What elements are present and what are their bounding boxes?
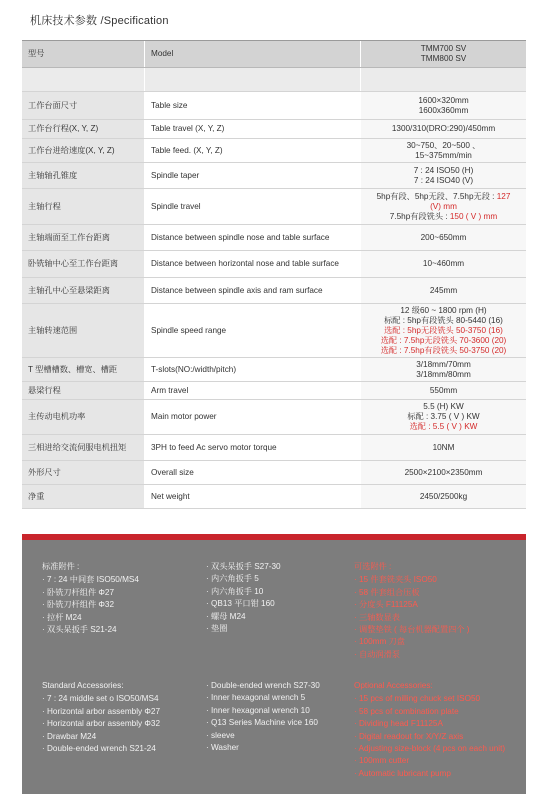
spacer-cell <box>145 68 360 91</box>
accessory-item: · 内六角扳手 10 <box>206 586 264 596</box>
spacer-cell <box>22 68 145 91</box>
spec-value-line <box>414 176 473 186</box>
accessory-item: · 拉杆 M24 <box>42 612 82 622</box>
spec-label-cn: 主轴转速范围 <box>22 304 145 357</box>
spec-value-line <box>381 346 507 356</box>
spec-value-line <box>407 412 479 422</box>
spec-value-line <box>405 468 483 478</box>
spec-value-text: 选配 : 5hp无段铣头 50-3750 (16) <box>384 325 503 335</box>
spec-value-line <box>400 306 486 316</box>
accessory-item: · 58 件套组合压板 <box>354 587 420 597</box>
spec-label-en: Table feed. (X, Y, Z) <box>151 145 223 155</box>
spec-value-text: 5hp有段、5hp无段、7.5hp无段 : <box>376 191 497 201</box>
spec-value-text: 10~460mm <box>422 259 465 268</box>
spec-row <box>22 485 526 509</box>
spec-value-line <box>433 443 455 453</box>
spec-header-row <box>22 41 526 68</box>
spec-value-line <box>414 166 474 176</box>
spec-value-text: 1600×320mm <box>418 95 469 105</box>
accessory-item: · Drawbar M24 <box>42 731 97 741</box>
spec-label-en: Arm travel <box>151 385 189 395</box>
spec-label-en: T-slots(NO:/width/pitch) <box>151 364 237 374</box>
spec-value-line <box>430 386 457 396</box>
accessory-item: · Horizontal arbor assembly Φ32 <box>42 719 161 729</box>
spec-value-text: 5.5 (H) KW <box>423 402 464 411</box>
spec-value-line <box>384 316 503 326</box>
spec-value <box>360 189 526 224</box>
spec-row <box>22 163 526 189</box>
spec-row <box>22 382 526 400</box>
spec-value-red-text: 127 <box>496 191 511 201</box>
spec-value-line <box>416 370 471 380</box>
spec-label-en: Main motor power <box>151 412 217 421</box>
spec-label-en: Distance between spindle nose and table surface <box>151 232 330 242</box>
standard-accessories-en <box>42 680 160 755</box>
spec-value <box>360 278 526 303</box>
spec-label-cn: 工作台进给速度(X, Y, Z) <box>22 139 145 162</box>
optional-en-list <box>354 693 505 780</box>
accessory-item: · Horizontal arbor assembly Φ27 <box>42 706 161 716</box>
optional-cn-list <box>354 574 470 661</box>
spec-label-en: Distance between spindle axis and ram surface <box>151 285 323 295</box>
spec-label-en: Distance between horizontal nose and table surface <box>151 259 339 268</box>
spec-value <box>360 435 526 460</box>
spec-row <box>22 435 526 461</box>
spec-label-cn: 悬梁行程 <box>22 382 145 399</box>
accessory-item: · 自动润滑泵 <box>354 649 400 659</box>
spec-value <box>360 225 526 250</box>
accessory-item: · 100mm 刀盘 <box>354 637 405 647</box>
spec-value-red-text: 150 ( V ) mm <box>449 211 498 221</box>
spacer-cell <box>360 68 526 91</box>
spec-value-text: 15~375mm/min <box>415 150 472 160</box>
spec-value <box>360 485 526 508</box>
standard-cn-list-2 <box>206 561 281 635</box>
spec-value-text: 标配 : 5hp有段铣头 80-5440 (16) <box>384 315 503 325</box>
spec-value-line <box>420 492 467 502</box>
standard-en-list <box>42 693 160 755</box>
spec-value <box>360 382 526 399</box>
spec-label-cn: 主轴孔中心至悬梁距离 <box>22 278 145 303</box>
accessory-item: · Double-ended wrench S27-30 <box>206 681 320 690</box>
optional-en-title: Optional Accessories: <box>354 681 433 690</box>
spec-value-text: 3/18mm/70mm <box>416 359 471 369</box>
spec-value-line <box>377 192 511 202</box>
accessory-item: · 100mm cutter <box>354 756 410 766</box>
spec-value-text: 选配 : 5.5 ( V ) KW <box>409 422 478 431</box>
spec-value-line <box>415 151 472 161</box>
spec-spacer-row <box>22 68 526 92</box>
standard-accessories-cn-2 <box>206 561 281 635</box>
spec-label-cn: 外形尺寸 <box>22 461 145 484</box>
spec-value-text: 选配 : 7.5hp无段铣头 70-3600 (20) <box>380 335 507 345</box>
header-en-label: Model <box>151 49 174 58</box>
spec-row <box>22 120 526 139</box>
spec-label-cn: 主轴轴孔锥度 <box>22 163 145 188</box>
spec-label-en: Table size <box>151 100 188 110</box>
spec-label-cn: 工作台行程(X, Y, Z) <box>22 120 145 138</box>
standard-cn-title: 标准附件 : <box>42 562 80 571</box>
accessory-item: · Q13 Series Machine vice 160 <box>206 718 318 728</box>
spec-value-text: 7.5hp有段铣头 : <box>389 211 450 221</box>
spec-row <box>22 304 526 358</box>
spec-value <box>360 120 526 138</box>
spec-value-text: 550mm <box>429 385 458 395</box>
spec-value <box>360 400 526 434</box>
accessory-item: · 7 : 24 中间套 ISO50/MS4 <box>42 575 139 585</box>
spec-label-cn: 净重 <box>22 485 145 508</box>
accessory-item: · Washer <box>206 743 239 753</box>
spec-value-line <box>410 422 478 432</box>
spec-value-text: 2500×2100×2350mm <box>404 467 483 477</box>
spec-value-line <box>384 326 503 336</box>
spec-value-line <box>390 212 497 222</box>
accessory-item: · 双头呆扳手 S27-30 <box>206 562 281 571</box>
spec-value-text: 200~650mm <box>420 232 467 242</box>
spec-label-en: Spindle taper <box>151 170 200 180</box>
spec-value-line <box>419 106 469 116</box>
standard-accessories-cn <box>42 561 139 636</box>
accessory-item: · 调整垫铁 ( 每台机器配置四个 ) <box>354 625 470 635</box>
spec-value-text: 7 : 24 ISO40 (V) <box>413 175 474 185</box>
optional-accessories-cn <box>354 561 470 661</box>
spec-label-en: Spindle speed range <box>151 325 227 335</box>
spec-value-line <box>418 96 468 106</box>
accessory-item: · Inner hexagonal wrench 5 <box>206 693 306 703</box>
spec-value <box>360 461 526 484</box>
spec-value-line <box>392 124 495 134</box>
optional-accessories-en <box>354 680 505 780</box>
spec-value <box>360 304 526 357</box>
header-model-values <box>360 41 526 67</box>
spec-value-text: (V) mm <box>430 201 457 211</box>
accessory-item: · 卧铣刀杆组件 Φ27 <box>42 587 115 597</box>
page-title: 机床技术参数 /Specification <box>30 15 169 27</box>
spec-row <box>22 358 526 382</box>
spec-value-text: 30~750、20~500 、 <box>406 140 481 150</box>
spec-value <box>360 163 526 188</box>
accessory-item: · 螺母 M24 <box>206 611 246 621</box>
spec-label-en: Spindle travel <box>151 201 201 211</box>
spec-value-text: 12 级60 ~ 1800 rpm (H) <box>400 305 487 315</box>
spec-label-cn: 工作台面尺寸 <box>22 92 145 119</box>
standard-accessories-en-2 <box>206 680 320 754</box>
spec-value-line <box>416 360 471 370</box>
spec-row <box>22 139 526 163</box>
spec-label-cn: 主轴端面至工作台距离 <box>22 225 145 250</box>
spec-label-cn: T 型槽槽数、槽宽、槽距 <box>22 358 145 381</box>
accessory-item: · Inner hexagonal wrench 10 <box>206 705 310 715</box>
spec-label-cn: 主轴行程 <box>22 189 145 224</box>
standard-cn-list <box>42 574 139 636</box>
accessory-item: · Automatic lubricant pump <box>354 768 451 778</box>
accessory-item: · Digital readout for X/Y/Z axis <box>354 731 464 741</box>
spec-label-cn: 主传动电机功率 <box>22 400 145 434</box>
spec-label-cn: 三相进给交流伺服电机扭矩 <box>22 435 145 460</box>
spec-value-text: 2450/2500kg <box>419 491 468 501</box>
accessory-item: · 58 pcs of combination plate <box>354 706 459 716</box>
spec-value-line <box>381 336 507 346</box>
spec-value-line <box>407 141 481 151</box>
accessory-item: · 双头呆扳手 S21-24 <box>42 625 117 635</box>
standard-en-title: Standard Accessories: <box>42 681 124 690</box>
spec-label-en: 3PH to feed Ac servo motor torque <box>151 442 277 452</box>
accessory-item: · sleeve <box>206 730 235 740</box>
accessory-item: · QB13 平口钳 160 <box>206 599 275 609</box>
spec-label-en: Overall size <box>151 467 194 477</box>
accessories-red-bar <box>22 534 526 546</box>
spec-value-line <box>430 286 457 296</box>
spec-label-en: Net weight <box>151 491 190 501</box>
accessory-item: · Adjusting size-block (4 pcs on each unit) <box>354 744 506 754</box>
spec-value-text: 3/18mm/80mm <box>416 369 471 379</box>
accessory-item: · 15 件套铣夹头 ISO50 <box>354 575 437 585</box>
spec-value <box>360 92 526 119</box>
optional-cn-title: 可选附件 : <box>354 562 392 571</box>
spec-label-en: Table travel (X, Y, Z) <box>151 124 225 133</box>
spec-value <box>360 139 526 162</box>
spec-row <box>22 225 526 251</box>
accessories-panel <box>22 534 526 794</box>
model-value: TMM800 SV <box>420 54 467 63</box>
spec-value-text: 1300/310(DRO:290)/450mm <box>391 124 496 133</box>
spec-value-text: 标配 : 3.75 ( V ) KW <box>407 412 480 421</box>
accessory-item: · Double-ended wrench S21-24 <box>42 744 156 754</box>
header-cn-label: 型号 <box>22 41 145 67</box>
accessory-item: · 内六角扳手 5 <box>206 574 259 584</box>
spec-label-cn: 卧铣轴中心至工作台距离 <box>22 251 145 277</box>
spec-value <box>360 251 526 277</box>
model-value: TMM700 SV <box>420 44 467 53</box>
spec-value-text: 10NM <box>432 442 455 452</box>
accessory-item: · 卧铣刀杆组件 Φ32 <box>42 600 115 610</box>
spec-row <box>22 278 526 304</box>
accessory-item: · 7 : 24 middle set o ISO50/MS4 <box>42 694 159 704</box>
standard-en-list-2 <box>206 680 320 754</box>
accessory-item: · 15 pcs of milling chuck set ISO50 <box>354 694 481 704</box>
spec-value-text: 245mm <box>429 285 458 295</box>
accessory-item: · Dividing head F11125A <box>354 719 443 729</box>
spec-value-text: 7 : 24 ISO50 (H) <box>413 165 474 175</box>
spec-row <box>22 251 526 278</box>
accessory-item: · 分度头 F11125A <box>354 600 418 610</box>
spec-value-line <box>423 402 464 412</box>
spec-value <box>360 358 526 381</box>
spec-value-text: 选配 : 7.5hp有段铣头 50-3750 (20) <box>380 345 507 355</box>
spec-row <box>22 461 526 485</box>
spec-table <box>22 40 526 509</box>
spec-row <box>22 400 526 435</box>
spec-value-line <box>430 202 457 212</box>
accessory-item: · 三轴数显表 <box>354 612 400 622</box>
spec-row <box>22 189 526 225</box>
accessory-item: · 垫圈 <box>206 624 228 634</box>
spec-value-text: 1600x360mm <box>418 105 469 115</box>
spec-value-line <box>423 259 464 269</box>
spec-row <box>22 92 526 120</box>
spec-value-line <box>421 233 467 243</box>
